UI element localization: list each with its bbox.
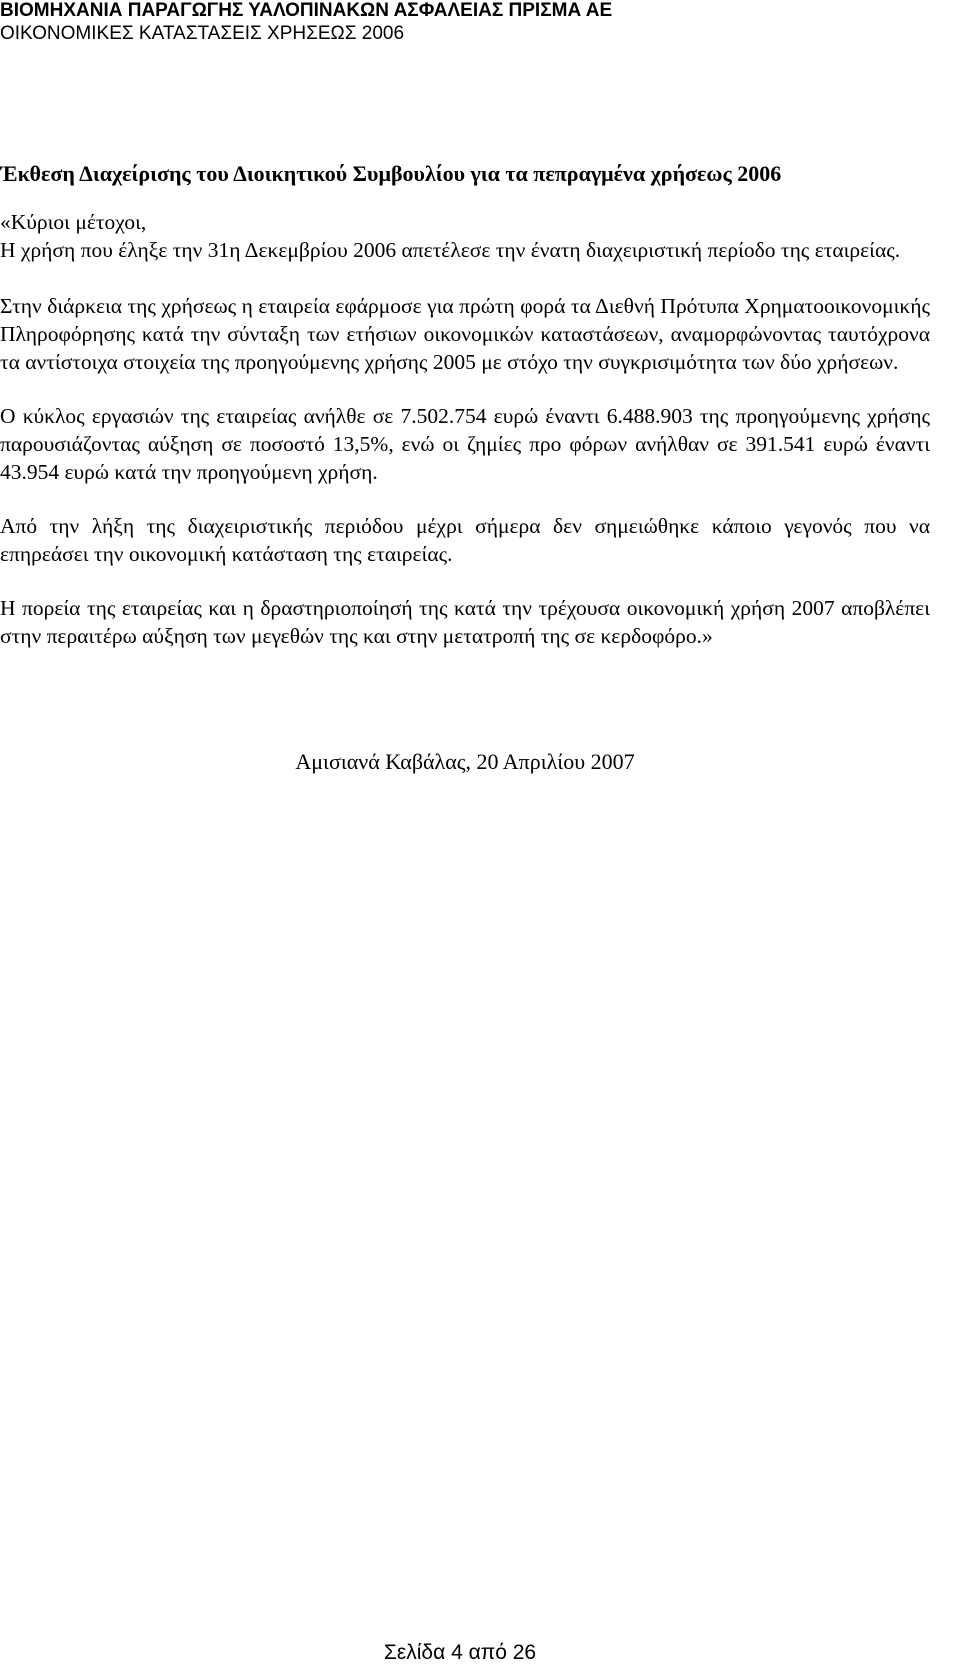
statements-subtitle: ΟΙΚΟΝΟΜΙΚΕΣ ΚΑΤΑΣΤΑΣΕΙΣ ΧΡΗΣΕΩΣ 2006 [0, 23, 405, 44]
report-body [0, 160, 930, 650]
company-name: ΒΙΟΜΗΧΑΝΙΑ ΠΑΡΑΓΩΓΗΣ ΥΑΛΟΠΙΝΑΚΩΝ ΑΣΦΑΛΕΙΑΣ ΠΡΙΣΜΑ ΑΕ [0, 0, 613, 21]
paragraph-turnover: Ο κύκλος εργασιών της εταιρείας ανήλθε σε 7.502.754 ευρώ έναντι 6.488.903 της προηγούμενης χρήσης παρουσιάζοντας αύξηση σε ποσοστό 13,5%, ενώ οι ζημίες προ φόρων ανήλθαν σε 391.541 ευρώ έναντι 43.954 ευρώ κατά την προηγούμενη χρήση. [0, 404, 930, 484]
paragraph-outlook: Η πορεία της εταιρείας και η δραστηριοποίησή της κατά την τρέχουσα οικονομική χρήση 2007 αποβλέπει στην περαιτέρω αύξηση των μεγεθών της και στην μετατροπή της σε κερδοφόρο.» [0, 596, 930, 648]
salutation: «Κύριοι μέτοχοι, [0, 210, 147, 234]
place-and-date: Αμισιανά Καβάλας, 20 Απριλίου 2007 [295, 749, 635, 774]
paragraph-subsequent-events: Από την λήξη της διαχειριστικής περιόδου μέχρι σήμερα δεν σημειώθηκε κάποιο γεγονός που να επηρεάσει την οικονομική κατάσταση της εταιρείας. [0, 514, 930, 566]
paragraph-ifrs: Στην διάρκεια της χρήσεως η εταιρεία εφάρμοσε για πρώτη φορά τα Διεθνή Πρότυπα Χρηματοοικονομικής Πληροφόρησης κατά την σύνταξη των ετήσιων οικονομικών καταστάσεων, αναμορφώνοντας ταυτόχρονα τα αντίστοιχα στοιχεία της προηγούμενης χρήσης 2005 με στόχο την συγκρισιμότητα των δύο χρήσεων. [0, 294, 930, 374]
report-title: Έκθεση Διαχείρισης του Διοικητικού Συμβουλίου για τα πεπραγμένα χρήσεως 2006 [0, 161, 782, 186]
page-number: Σελίδα 4 από 26 [383, 1641, 537, 1664]
paragraph-fiscal-year: Η χρήση που έληξε την 31η Δεκεμβρίου 2006 απετέλεσε την ένατη διαχειριστική περίοδο της εταιρείας. [0, 238, 901, 262]
